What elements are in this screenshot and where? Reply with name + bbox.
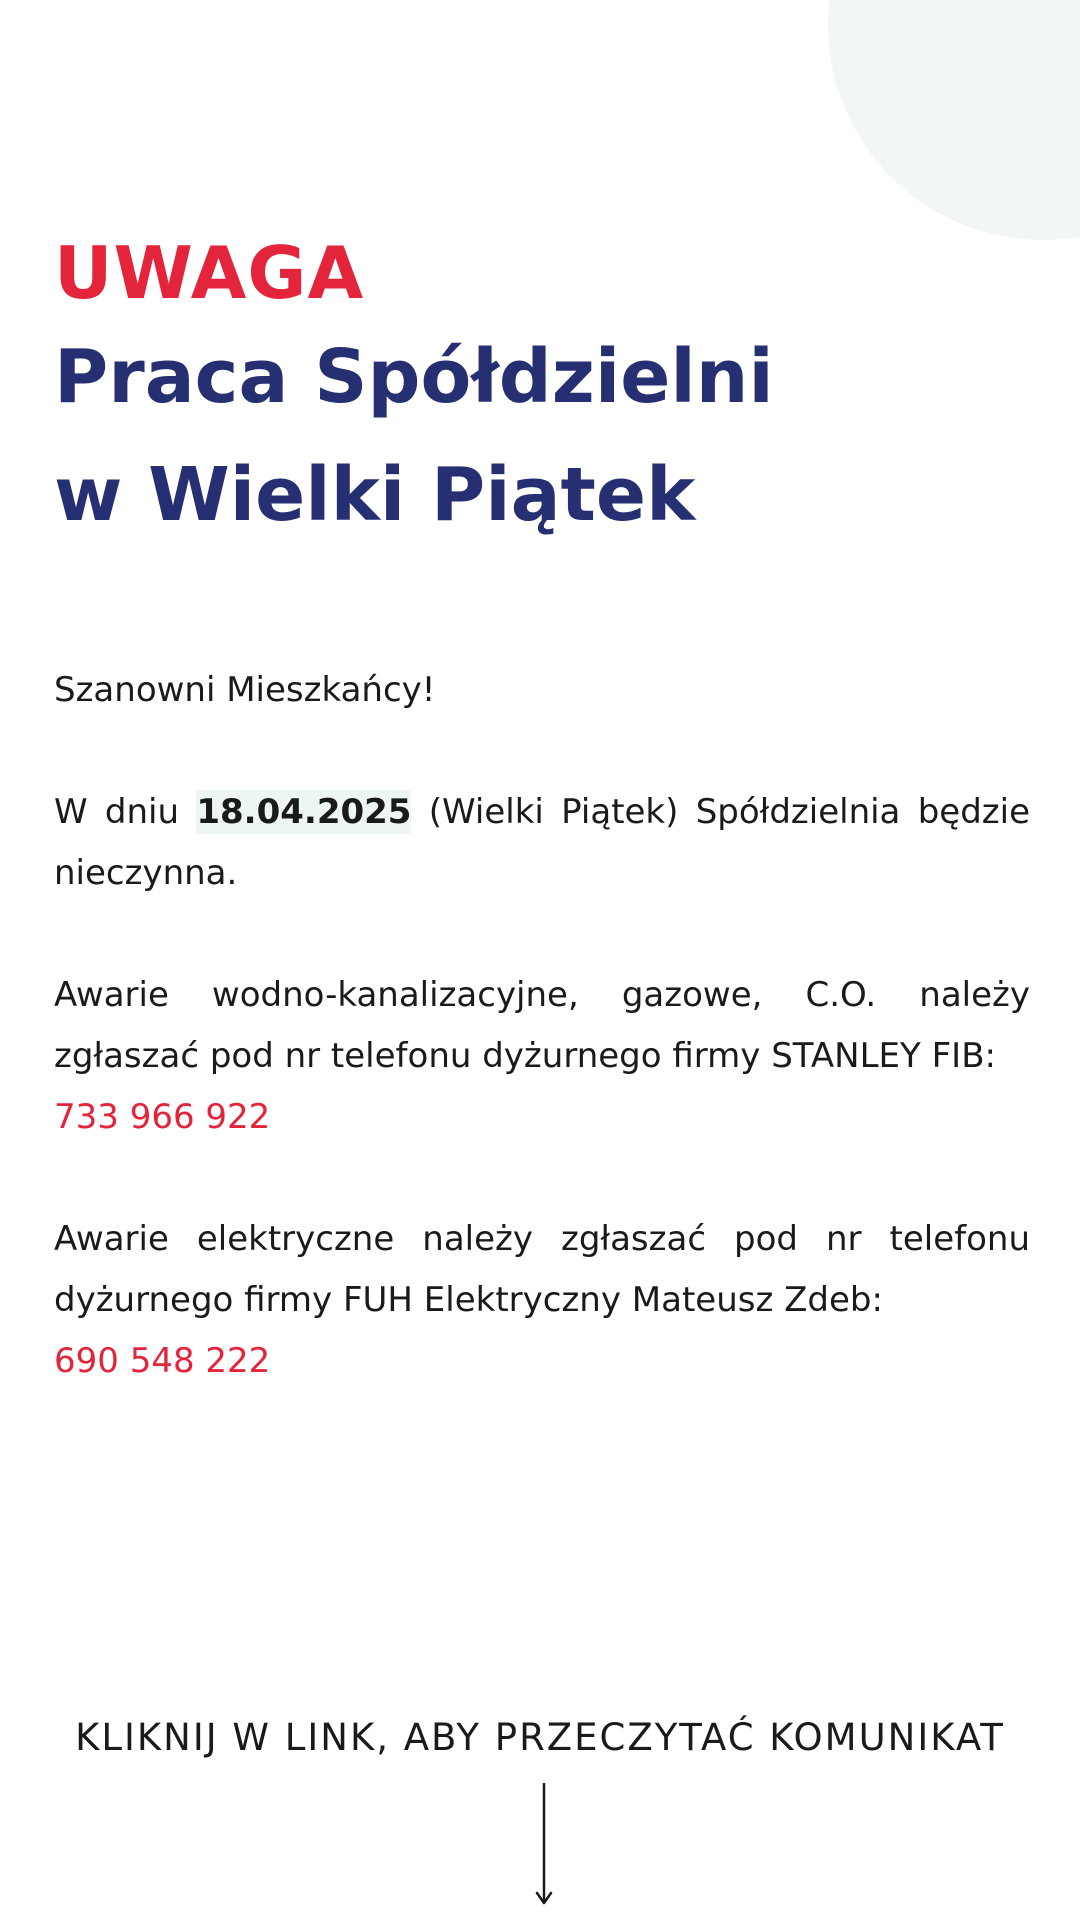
- plumbing-emergency-phone[interactable]: 733 966 922: [54, 1097, 271, 1137]
- title-line-1: Praca Spółdzielni: [54, 334, 774, 420]
- plumbing-emergency-text: Awarie wodno-kanalizacyjne, gazowe, C.O. należy zgłaszać pod nr telefonu dyżurnego firmy STANLEY FIB:: [54, 975, 1030, 1076]
- alert-label: UWAGA: [54, 231, 365, 315]
- electrical-emergency-paragraph: [54, 1209, 1030, 1392]
- closure-date: 18.04.2025: [196, 792, 412, 832]
- closure-text-before: W dniu: [54, 792, 197, 832]
- arrow-down-icon: [529, 1783, 559, 1908]
- title-line-2: w Wielki Piątek: [54, 452, 696, 538]
- announcement-body: [54, 660, 1030, 1453]
- announcement-heading: [54, 228, 1034, 554]
- greeting: Szanowni Mieszkańcy!: [54, 670, 436, 710]
- electrical-emergency-text: Awarie elektryczne należy zgłaszać pod nr telefonu dyżurnego firmy FUH Elektryczny Mateusz Zdeb:: [54, 1219, 1030, 1320]
- read-announcement-link[interactable]: KLIKNIJ W LINK, ABY PRZECZYTAĆ KOMUNIKAT: [75, 1716, 1005, 1759]
- plumbing-emergency-paragraph: [54, 965, 1030, 1148]
- decorative-corner-circle: [828, 0, 1080, 240]
- closure-text-after: (Wielki Piątek) Spółdzielnia będzie nieczynna.: [54, 792, 1030, 893]
- closure-paragraph: [54, 782, 1030, 904]
- electrical-emergency-phone[interactable]: 690 548 222: [54, 1341, 271, 1381]
